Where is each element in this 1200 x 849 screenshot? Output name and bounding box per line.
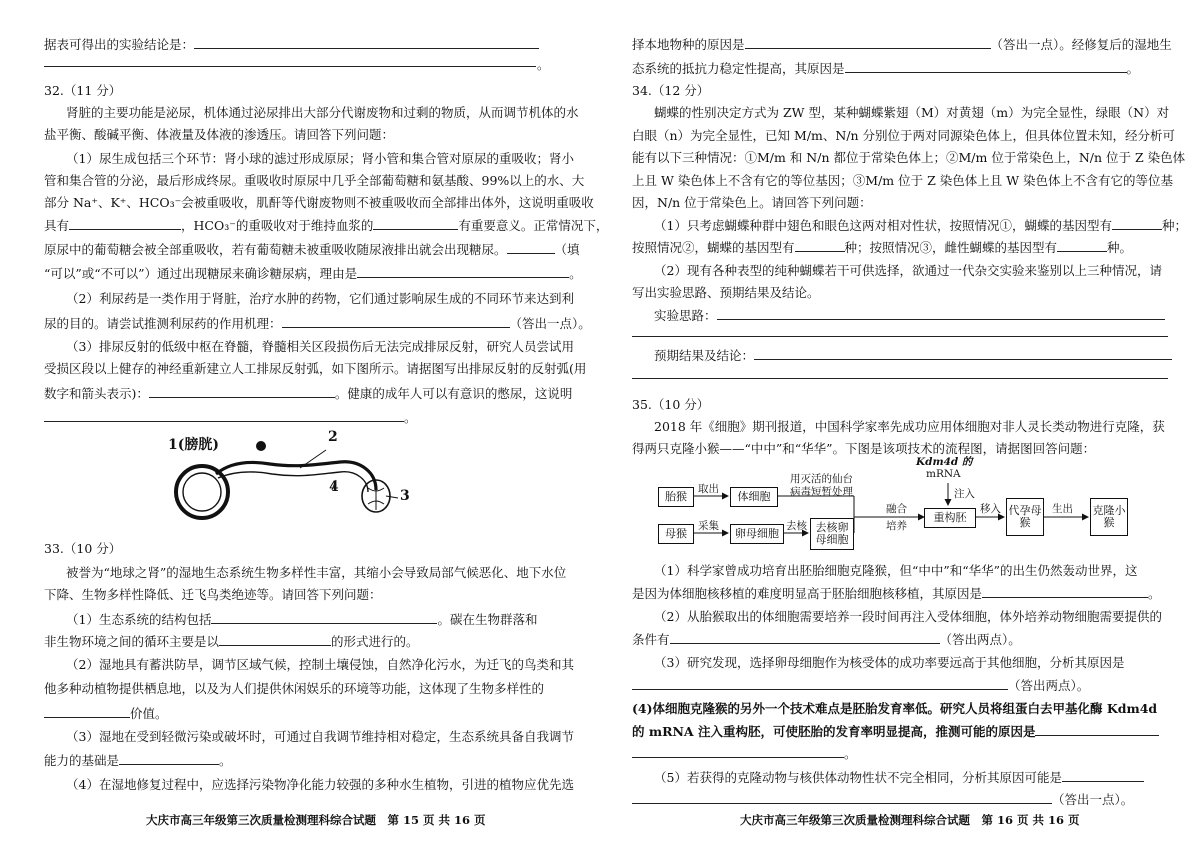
answer-blank[interactable] [357, 266, 569, 278]
label-2: 2 [328, 429, 338, 445]
box-enucleated-oocyte: 去核卵母细胞 [810, 518, 854, 550]
answer-blank[interactable] [1057, 240, 1107, 252]
answer-line[interactable] [632, 378, 1168, 379]
experiment-idea-blank[interactable] [717, 308, 1165, 320]
answer-blank[interactable] [373, 218, 458, 230]
answer-blank[interactable] [982, 586, 1148, 598]
answer-blank[interactable] [149, 386, 335, 398]
q34-header: 34.（12 分） [632, 83, 710, 98]
box-oocyte: 卵母细胞 [730, 524, 784, 544]
box-fetal-monkey: 胎猴 [658, 487, 694, 507]
left-page: 据表可得出的实验结论是： 。 32.（11 分） 肾脏的主要功能是泌尿，机体通过泌尿排出大部分代谢废物和过剩的物质，从而调节机体的水 盐平衡、酸碱平衡、体液量及体液的渗透压。请回答下列问题： （1）尿生成包括三个环节：肾小球的滤过形成原尿；肾小管和集合管对原尿的重吸收；肾小 管和集合管的分泌，最后形成终尿。重吸收时原尿中几乎全部葡萄糖和氨基酸、99%以上的水、大 部分 Na⁺、K⁺、HCO₃⁻会被重吸收，肌酐等代谢废物则不被重吸收而全部排出体外，这说明重吸收 具有 ，HCO₃⁻的重吸收对于维持血浆的 有重要意义。正常情况下， 原尿中的葡萄糖会被全部重吸收，若有葡萄糖未被重吸收随尿液排出就会出现糖尿。 （填 “可以”或“不可以”）通过出现糖尿来确诊糖尿病，理由是 。 （2）利尿药是一类作用于肾脏，治疗水肿的药物，它们通过影响尿生成的不同环节来达到利 尿的目的。请尝试推测利尿药的作用机理： （答出一点）。 （3）排尿反射的低级中枢在脊髓，脊髓相关区段损伤后无法完成排尿反射，研究人员尝试用 受损区段以上健存的神经重新建立人工排尿反射弧，如下图所示。请据图写出排尿反射的反射弧(用 数字和箭头表示)： 。健康的成年人可以有意识的憋尿，这说明 。 1(膀胱) 2 4 3 33.（10 分） 被誉为“地球之肾”的湿地生态系统生物多样性丰富，其缩小会导致局部气候恶化、地下水位 下降、生物多样性降低、迁飞鸟类绝迹等。请回答下列问题： （1）生态系统的结构包括 。碳在生物群落和 非生物环境之间的循环主要是以 的形式进行的。 （2）湿地具有蓄洪防旱，调节区域气候，控制土壤侵蚀，自然净化污水，为迁飞的鸟类和其 他多种动植物提供栖息地，以及为人们提供休闲娱乐的环境等功能，这体现了生物多样性的 价值。 （3）湿地在受到轻微污染或破坏时，可通过自我调节维持相对稳定，生态系统具备自我调节 能力的基础是 。 （4）在湿地修复过程中，应选择污染物净化能力较强的多种水生植物，引进的植物应优先选 大庆市高三年级第三次质量检测理科综合试题 第 15 页 共 16 页 [44, 37, 609, 827]
nerve-lower [218, 472, 368, 495]
answer-blank[interactable] [44, 706, 130, 718]
answer-blank[interactable] [282, 316, 510, 328]
box-mother-monkey: 母猴 [658, 524, 694, 544]
answer-blank[interactable] [44, 410, 404, 422]
q35-header: 35.（10 分） [632, 397, 710, 412]
answer-line[interactable] [632, 336, 1168, 337]
answer-blank[interactable] [670, 632, 940, 644]
answer-blank[interactable] [1062, 770, 1144, 782]
answer-blank[interactable] [745, 37, 991, 49]
pointer-3 [386, 496, 398, 498]
answer-blank[interactable] [1112, 218, 1162, 230]
bladder-outer [176, 466, 228, 518]
answer-blank[interactable] [795, 240, 845, 252]
answer-blank[interactable] [632, 792, 1052, 804]
footer-page-15: 大庆市高三年级第三次质量检测理科综合试题 第 15 页 共 16 页 [146, 813, 486, 827]
footer-page-16: 大庆市高三年级第三次质量检测理科综合试题 第 16 页 共 16 页 [740, 813, 1080, 827]
answer-blank[interactable] [219, 634, 331, 646]
answer-blank[interactable] [632, 746, 844, 758]
box-somatic-cell: 体细胞 [730, 487, 778, 507]
answer-blank[interactable] [1035, 724, 1159, 736]
label-3: 3 [400, 488, 410, 504]
result-blank[interactable] [754, 348, 1172, 360]
answer-blank[interactable] [211, 612, 437, 624]
answer-blank[interactable] [632, 678, 1008, 690]
spinal-gray-matter [368, 482, 384, 510]
answer-blank[interactable] [69, 218, 181, 230]
label-bladder: 1(膀胱) [168, 437, 219, 453]
label-4: 4 [329, 479, 339, 495]
answer-blank[interactable] [845, 61, 1127, 73]
answer-blank[interactable] [507, 242, 555, 254]
box-surrogate-monkey: 代孕母猴 [1006, 498, 1044, 536]
q32-header: 32.（11 分） [44, 83, 122, 98]
answer-blank[interactable] [119, 753, 219, 765]
right-page: 择本地物种的原因是 （答出一点）。经修复后的湿地生 态系统的抵抗力稳定性提高，其原因是 。 34.（12 分） 蝴蝶的性别决定方式为 ZW 型，某种蝴蝶紫翅（M）对黄翅（m）为完全显性，绿眼（N）对 白眼（n）为完全显性，已知 M/m、N/n 分别位于两对同源染色体上，但具体位置未知，经分析可 能有以下三种情况：①M/m 和 N/n 都位于常染色体上；②M/m 位于常染色上，N/n 位于 Z 染色体 上且 W 染色体上不含有它的等位基因；③M/m 位于 Z 染色体上且 W 染色体上不含有它的等位基 因，N/n 位于常染色上。请回答下列问题： （1）只考虑蝴蝶种群中翅色和眼色这两对相对性状，按照情况①，蝴蝶的基因型有 种； 按照情况②，蝴蝶的基因型有 种；按照情况③，雌性蝴蝶的基因型有 种。 （2）现有各种表型的纯种蝴蝶若干可供选择，欲通过一代杂交实验来鉴别以上三种情况，请 写出实验思路、预期结果及结论。 实验思路： 预期结果及结论： 35.（10 分） 2018 年《细胞》期刊报道，中国科学家率先成功应用体细胞对非人灵长类动物进行克隆，获 得两只克隆小猴——“中中”和“华华”。下图是该项技术的流程图，请据图回答问题： 胎猴 取出 体细胞 用灭活的仙台 病毒短暂处理 Kdm4d 的 mRNA 注入 融合 培养 重构胚 移入 代孕母猴 生出 克隆小猴 母猴 采集 卵母细胞 去核 去核卵母细胞 （1）科学家曾成功培育出胚胎细胞克隆猴，但“中中”和“华华”的出生仍然轰动世界，这 是因为体细胞核移植的难度明显高于胚胎细胞核移植，其原因是 。 （2）从胎猴取出的体细胞需要培养一段时间再注入受体细胞，体外培养动物细胞需要提供的 条件有 （答出两点）。 （3）研究发现，选择卵母细胞作为核受体的成功率要远高于其他细胞，分析其原因是 （答出两点）。 (4)体细胞克隆猴的另外一个技术难点是胚胎发育率低。研究人员将组蛋白去甲基化酶 Kdm4d 的 mRNA 注入重构胚，可使胚胎的发育率明显提高，推测可能的原因是 。 （5）若获得的克隆动物与核供体动物性状不完全相同，分析其原因可能是 （答出一点）。 大庆市高三年级第三次质量检测理科综合试题 第 16 页 共 16 页 [600, 0, 1200, 849]
kdm4d-label: Kdm4d 的 [916, 456, 973, 468]
neuron-cell-body [256, 441, 266, 451]
bladder-inner [183, 473, 221, 511]
q33-header: 33.（10 分） [44, 541, 122, 556]
conclusion-line: 据表可得出的实验结论是： [44, 37, 539, 52]
box-reconstructed-embryo: 重构胚 [924, 508, 976, 528]
box-clone-monkey: 克隆小猴 [1090, 498, 1128, 536]
